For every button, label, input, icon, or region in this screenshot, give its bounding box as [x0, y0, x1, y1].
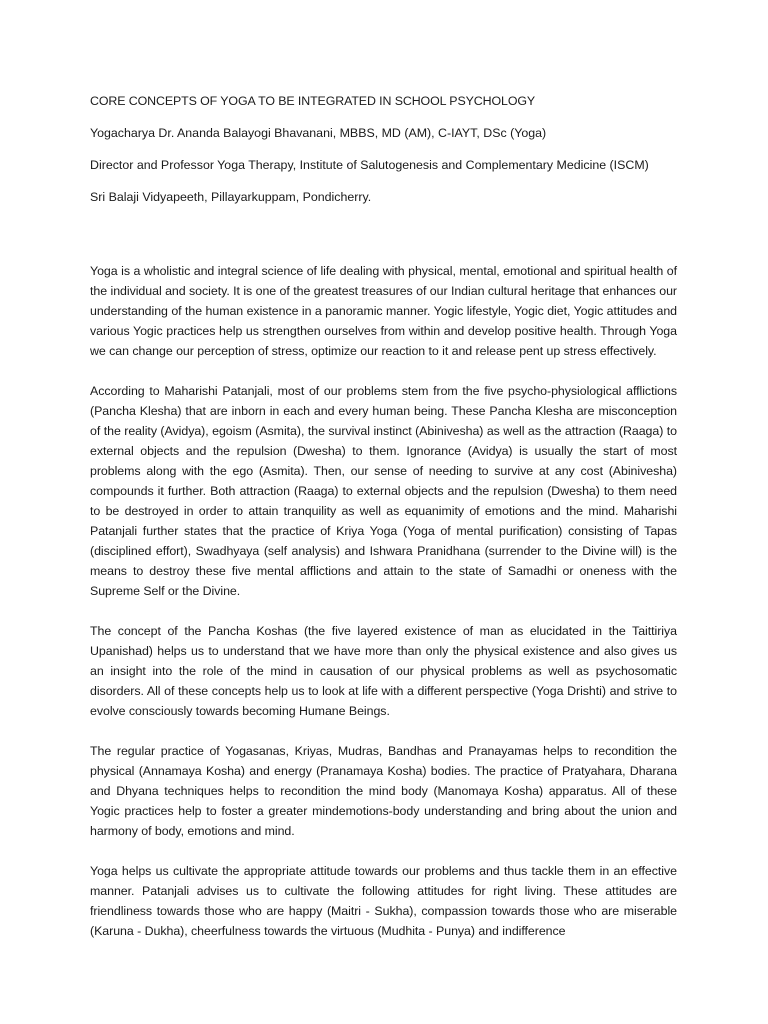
paragraph: The regular practice of Yogasanas, Kriyas, Mudras, Bandhas and Pranayamas helps to recondition the physical (Annamaya Kosha) and energy (Pranamaya Kosha) bodies. The practice of Pratyahara, Dharana and Dhyana techniques helps to recondition the mind body (Manomaya Kosha) apparatus. All of these Yogic practices help to foster a greater mindemotions-body understanding and bring about the union and harmony of body, emotions and mind.	[90, 744, 677, 838]
document-content	[90, 93, 677, 961]
position-line: Director and Professor Yoga Therapy, Institute of Salutogenesis and Complementary Medicine (ISCM)	[90, 158, 649, 172]
document-title: CORE CONCEPTS OF YOGA TO BE INTEGRATED IN SCHOOL PSYCHOLOGY	[90, 94, 536, 108]
paragraph: The concept of the Pancha Koshas (the five layered existence of man as elucidated in the Taittiriya Upanishad) helps us to understand that we have more than only the physical existence and also gives us an insight into the role of the mind in causation of our physical problems as well as psychosomatic disorders. All of these concepts help us to look at life with a different perspective (Yoga Drishti) and strive to evolve consciously towards becoming Humane Beings.	[90, 624, 677, 718]
paragraph: According to Maharishi Patanjali, most of our problems stem from the five psycho-physiological afflictions (Pancha Klesha) that are inborn in each and every human being. These Pancha Klesha are misconception of the reality (Avidya), egoism (Asmita), the survival instinct (Abinivesha) as well as the attraction (Raaga) to external objects and the repulsion (Dwesha) to them. Ignorance (Avidya) is usually the start of most problems along with the ego (Asmita). Then, our sense of needing to survive at any cost (Abinivesha) compounds it further. Both attraction (Raaga) to external objects and the repulsion (Dwesha) to them need to be destroyed in order to attain tranquility as well as equanimity of emotions and the mind. Maharishi Patanjali further states that the practice of Kriya Yoga (Yoga of mental purification) consisting of Tapas (disciplined effort), Swadhyaya (self analysis) and Ishwara Pranidhana (surrender to the Divine will) is the means to destroy these five mental afflictions and attain to the state of Samadhi or oneness with the Supreme Self or the Divine.	[90, 384, 677, 598]
paragraph: Yoga is a wholistic and integral science of life dealing with physical, mental, emotional and spiritual health of the individual and society. It is one of the greatest treasures of our Indian cultural heritage that enhances our understanding of the human existence in a panoramic manner. Yogic lifestyle, Yogic diet, Yogic attitudes and various Yogic practices help us strengthen ourselves from within and develop positive health. Through Yoga we can change our perception of stress, optimize our reaction to it and release pent up stress effectively.	[90, 264, 677, 358]
paragraph: Yoga helps us cultivate the appropriate attitude towards our problems and thus tackle them in an effective manner. Patanjali advises us to cultivate the following attitudes for right living. These attitudes are friendliness towards those who are happy (Maitri - Sukha), compassion towards those who are miserable (Karuna - Dukha), cheerfulness towards the virtuous (Mudhita - Punya) and indifference	[90, 864, 677, 938]
affiliation-line: Sri Balaji Vidyapeeth, Pillayarkuppam, Pondicherry.	[90, 190, 372, 204]
header-spacer	[90, 221, 677, 261]
author-line: Yogacharya Dr. Ananda Balayogi Bhavanani, MBBS, MD (AM), C-IAYT, DSc (Yoga)	[90, 126, 547, 140]
